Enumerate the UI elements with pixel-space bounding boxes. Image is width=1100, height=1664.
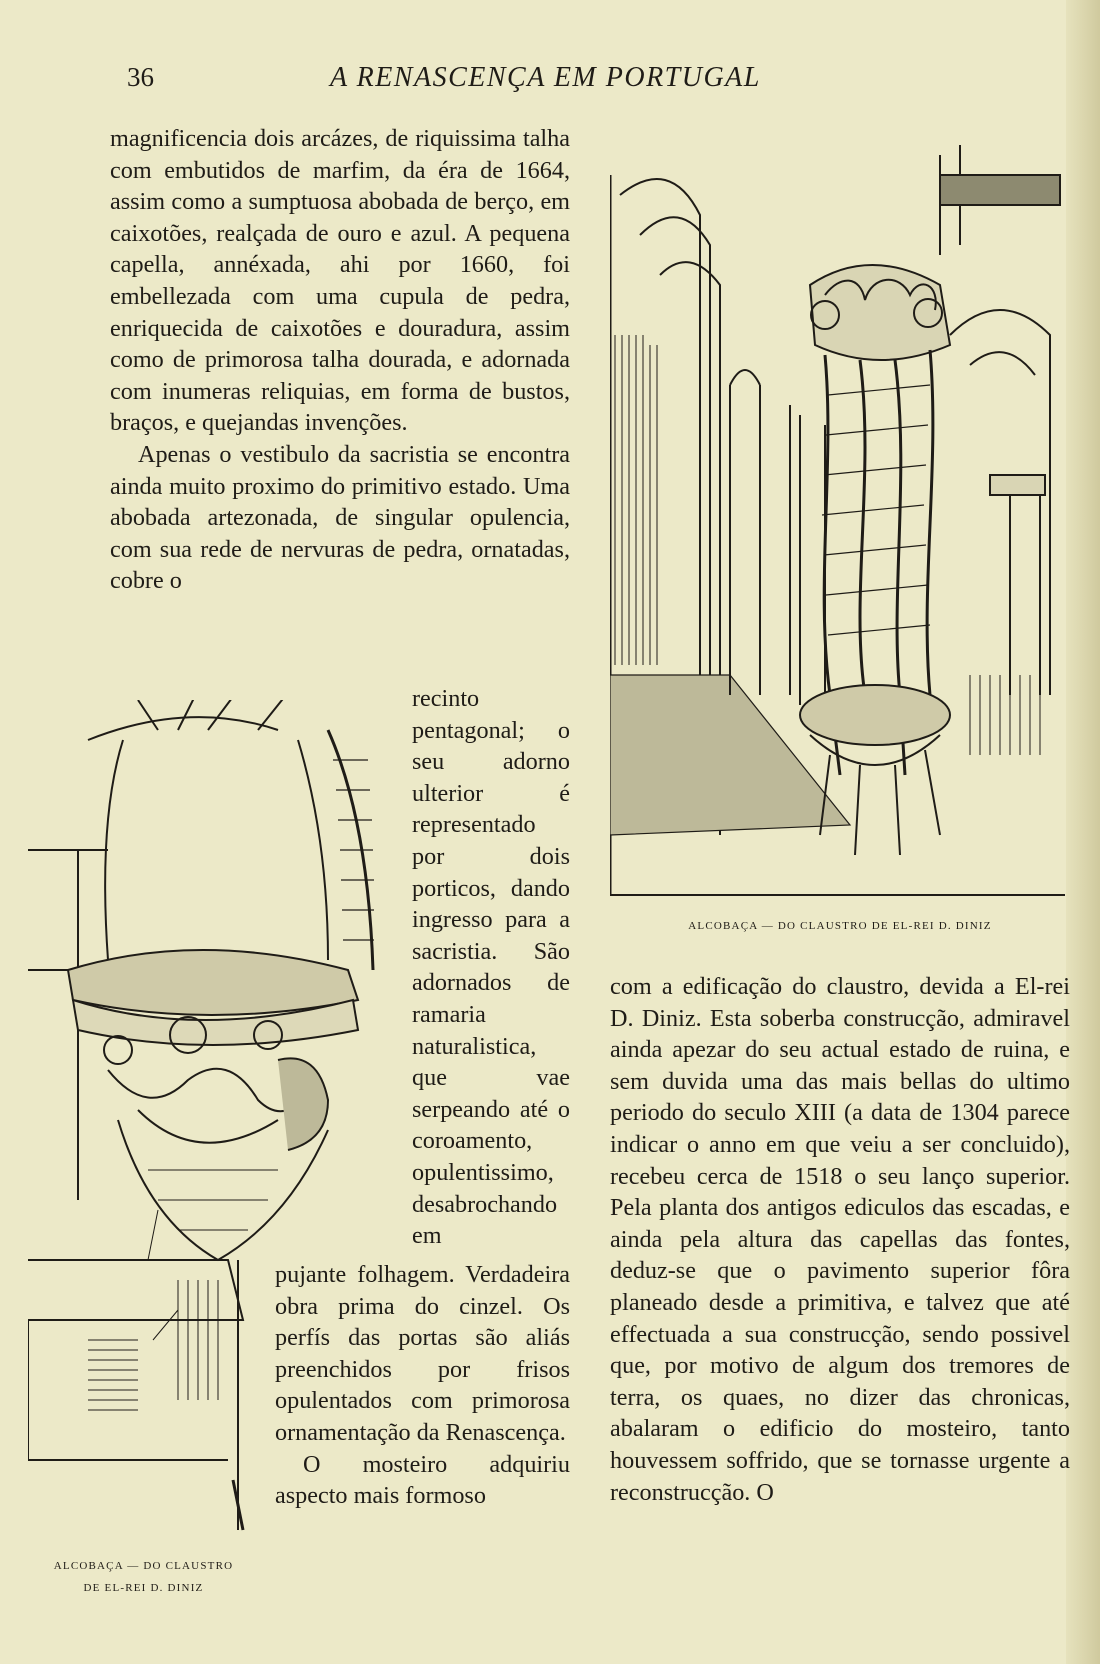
- paragraph-mosteiro: O mosteiro adquiriu aspecto mais formoso: [275, 1450, 570, 1510]
- page-edge: [1066, 0, 1100, 1664]
- left-caption-line-2: DE EL-REI D. DINIZ: [83, 1582, 204, 1594]
- paragraph-recinto: recinto pentagonal; o seu adorno ulterior é representado por dois porticos, dando ingresso para a sacristia. São adornados de ramaria naturalistica, que vae serpeando até o coroamento, opulentissimo, desabrochando em: [412, 685, 570, 1250]
- page-number: 36: [127, 62, 154, 92]
- right-figure-caption: ALCOBAÇA — DO CLAUSTRO DE EL-REI D. DINIZ: [688, 920, 992, 932]
- left-caption-line-1: ALCOBAÇA — DO CLAUSTRO: [53, 1560, 234, 1572]
- paragraph-vestibulo: Apenas o vestibulo da sacristia se encontra ainda muito proximo do primitivo estado. Uma abobada artezonada, de singular opulencia, com sua rede de nervuras de pedra, ornatadas, cobre o: [110, 440, 570, 595]
- paragraph-folhagem: pujante folhagem. Verdadeira obra prima do cinzel. Os perfís das portas são aliás preenchidos por frisos opulentados com primorosa ornamentação da Renascença.: [275, 1261, 570, 1446]
- right-column-text: [610, 971, 1070, 1508]
- paragraph-magnificencia: magnificencia dois arcázes, de riquissima talha com embutidos de marfim, da éra de 1664, assim como a sumptuosa abobada de berço, em caixotões, realçada de ouro e azul. A pequena capella, annéxada, ahi por 1660, foi embellezada com uma cupula de pedra, enriquecida de caixotões e douradura, assim como de primorosa talha dourada, e adornada com inumeras reliquias, em forma de bustos, braços, e quejandas invenções.: [110, 125, 570, 437]
- running-title: A RENASCENÇA EM PORTUGAL: [330, 62, 761, 93]
- left-column-upper-text: [110, 123, 570, 597]
- left-column-narrow-text: [412, 683, 570, 1252]
- left-figure-caption: [36, 1555, 251, 1599]
- corbel-capital-engraving: [28, 700, 400, 1550]
- cloister-column-engraving: [610, 135, 1065, 905]
- paragraph-claustro: com a edificação do claustro, devida a El-rei D. Diniz. Esta soberba construcção, admiravel ainda apezar do seu actual estado de ruina, e sem duvida uma das mais bellas do ultimo periodo do seculo XIII (a data de 1304 parece indicar o anno em que veiu a ser concluido), recebeu cerca de 1518 o seu lanço superior. Pela planta dos antigos ediculos das escadas, e ainda pela altura das capellas das fontes, deduz-se que o pavimento superior fôra planeado desde a primitiva, e talvez que até effectuada a sua construcção, sendo possivel que, por motivo de algum dos tremores de terra, os quaes, no dizer das chronicas, abalaram o edificio do mosteiro, tanto houvessem soffrido, que se tornasse urgente a reconstrucção. O: [610, 973, 1070, 1506]
- page-header: [0, 62, 1100, 102]
